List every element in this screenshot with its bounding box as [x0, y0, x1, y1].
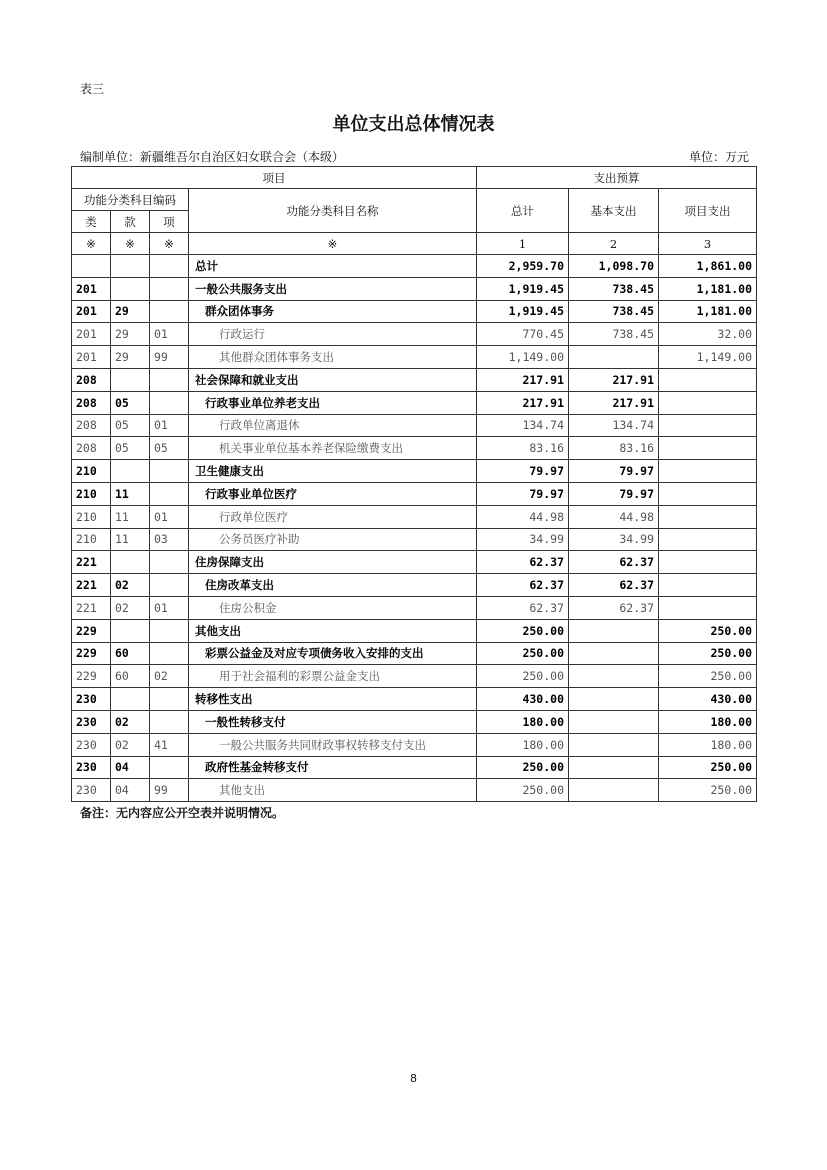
cell-name: 行政单位医疗: [189, 505, 477, 528]
cell-name: 其他支出: [189, 779, 477, 802]
cell-basic: [569, 733, 659, 756]
cell-kuan: [111, 688, 150, 711]
cell-name: 政府性基金转移支付: [189, 756, 477, 779]
cell-name: 住房公积金: [189, 596, 477, 619]
cell-kuan: [111, 551, 150, 574]
cell-xiang: 41: [150, 733, 189, 756]
cell-project: [659, 368, 757, 391]
cell-basic: 62.37: [569, 596, 659, 619]
cell-project: [659, 528, 757, 551]
cell-project: [659, 460, 757, 483]
cell-name: 行政事业单位养老支出: [189, 391, 477, 414]
cell-basic: 79.97: [569, 482, 659, 505]
cell-name: 机关事业单位基本养老保险缴费支出: [189, 437, 477, 460]
cell-kuan: 29: [111, 300, 150, 323]
cell-name: 总计: [189, 255, 477, 278]
cell-project: [659, 551, 757, 574]
mark-name: ※: [189, 233, 477, 255]
cell-xiang: [150, 368, 189, 391]
cell-lei: 229: [72, 619, 111, 642]
table-row: [72, 574, 757, 597]
cell-name: 卫生健康支出: [189, 460, 477, 483]
cell-project: [659, 437, 757, 460]
cell-total: 79.97: [477, 460, 569, 483]
cell-lei: 229: [72, 642, 111, 665]
cell-lei: 208: [72, 368, 111, 391]
cell-basic: 738.45: [569, 300, 659, 323]
cell-name: 公务员医疗补助: [189, 528, 477, 551]
cell-xiang: [150, 391, 189, 414]
cell-name: 一般公共服务支出: [189, 277, 477, 300]
col-index-1: 1: [477, 233, 569, 255]
cell-total: 217.91: [477, 368, 569, 391]
table-row: [72, 619, 757, 642]
cell-basic: 79.97: [569, 460, 659, 483]
table-row: [72, 505, 757, 528]
cell-kuan: 04: [111, 779, 150, 802]
cell-basic: [569, 688, 659, 711]
cell-lei: 201: [72, 323, 111, 346]
cell-basic: [569, 619, 659, 642]
expenditure-table: [71, 166, 757, 802]
mark-lei: ※: [72, 233, 111, 255]
cell-kuan: [111, 619, 150, 642]
table-row: [72, 551, 757, 574]
cell-kuan: [111, 255, 150, 278]
cell-total: 1,919.45: [477, 277, 569, 300]
cell-xiang: 02: [150, 665, 189, 688]
cell-total: 34.99: [477, 528, 569, 551]
cell-name: 行政事业单位医疗: [189, 482, 477, 505]
cell-basic: 83.16: [569, 437, 659, 460]
cell-project: [659, 482, 757, 505]
cell-name: 行政运行: [189, 323, 477, 346]
cell-total: 250.00: [477, 619, 569, 642]
cell-kuan: 02: [111, 733, 150, 756]
table-row: [72, 642, 757, 665]
table-number-label: 表三: [80, 82, 105, 96]
cell-xiang: [150, 255, 189, 278]
cell-project: 430.00: [659, 688, 757, 711]
table-row: [72, 414, 757, 437]
cell-basic: 1,098.70: [569, 255, 659, 278]
cell-name: 行政单位离退休: [189, 414, 477, 437]
cell-lei: 230: [72, 710, 111, 733]
header-code-group: 功能分类科目编码: [72, 189, 189, 211]
cell-kuan: [111, 368, 150, 391]
cell-xiang: [150, 551, 189, 574]
cell-total: 180.00: [477, 733, 569, 756]
cell-basic: 217.91: [569, 391, 659, 414]
col-index-2: 2: [569, 233, 659, 255]
cell-xiang: 03: [150, 528, 189, 551]
cell-lei: 208: [72, 391, 111, 414]
cell-kuan: 29: [111, 323, 150, 346]
cell-name: 其他群众团体事务支出: [189, 346, 477, 369]
cell-lei: 230: [72, 756, 111, 779]
cell-total: 1,149.00: [477, 346, 569, 369]
cell-project: 250.00: [659, 665, 757, 688]
header-name: 功能分类科目名称: [189, 189, 477, 233]
header-total: 总计: [477, 189, 569, 233]
cell-kuan: 29: [111, 346, 150, 369]
header-project-expenditure: 项目支出: [659, 189, 757, 233]
cell-total: 250.00: [477, 642, 569, 665]
cell-xiang: [150, 688, 189, 711]
col-index-3: 3: [659, 233, 757, 255]
cell-kuan: 05: [111, 414, 150, 437]
cell-total: 83.16: [477, 437, 569, 460]
cell-basic: 134.74: [569, 414, 659, 437]
cell-project: 1,149.00: [659, 346, 757, 369]
cell-total: 217.91: [477, 391, 569, 414]
cell-xiang: [150, 300, 189, 323]
cell-basic: [569, 779, 659, 802]
cell-project: [659, 414, 757, 437]
cell-total: 180.00: [477, 710, 569, 733]
cell-total: 62.37: [477, 596, 569, 619]
cell-lei: 208: [72, 437, 111, 460]
cell-basic: 738.45: [569, 323, 659, 346]
cell-kuan: [111, 277, 150, 300]
cell-basic: 62.37: [569, 551, 659, 574]
cell-lei: 208: [72, 414, 111, 437]
cell-kuan: 11: [111, 528, 150, 551]
cell-project: 1,181.00: [659, 277, 757, 300]
cell-lei: 221: [72, 596, 111, 619]
table-row: [72, 688, 757, 711]
cell-total: 44.98: [477, 505, 569, 528]
table-row: [72, 733, 757, 756]
table-row: [72, 528, 757, 551]
table-row: [72, 368, 757, 391]
cell-total: 250.00: [477, 756, 569, 779]
cell-lei: 230: [72, 733, 111, 756]
cell-total: 770.45: [477, 323, 569, 346]
cell-lei: 210: [72, 505, 111, 528]
table-row: [72, 596, 757, 619]
table-row: [72, 482, 757, 505]
cell-lei: [72, 255, 111, 278]
page-title: 单位支出总体情况表: [332, 114, 495, 135]
cell-total: 62.37: [477, 574, 569, 597]
cell-total: 1,919.45: [477, 300, 569, 323]
header-lei: 类: [72, 211, 111, 233]
table-row: [72, 255, 757, 278]
cell-xiang: [150, 710, 189, 733]
cell-kuan: 02: [111, 710, 150, 733]
header-kuan: 款: [111, 211, 150, 233]
cell-project: 250.00: [659, 756, 757, 779]
cell-kuan: 05: [111, 437, 150, 460]
cell-basic: 738.45: [569, 277, 659, 300]
cell-xiang: [150, 460, 189, 483]
cell-project: 1,181.00: [659, 300, 757, 323]
cell-name: 住房保障支出: [189, 551, 477, 574]
cell-total: 250.00: [477, 665, 569, 688]
cell-project: 250.00: [659, 642, 757, 665]
cell-lei: 210: [72, 482, 111, 505]
cell-basic: 44.98: [569, 505, 659, 528]
cell-xiang: 01: [150, 323, 189, 346]
cell-basic: [569, 756, 659, 779]
table-row: [72, 710, 757, 733]
cell-lei: 201: [72, 346, 111, 369]
cell-total: 250.00: [477, 779, 569, 802]
cell-lei: 229: [72, 665, 111, 688]
cell-project: 1,861.00: [659, 255, 757, 278]
cell-basic: 34.99: [569, 528, 659, 551]
cell-total: 134.74: [477, 414, 569, 437]
cell-project: [659, 596, 757, 619]
table-row: [72, 277, 757, 300]
cell-name: 一般公共服务共同财政事权转移支付支出: [189, 733, 477, 756]
cell-total: 62.37: [477, 551, 569, 574]
table-row: [72, 346, 757, 369]
cell-xiang: 99: [150, 779, 189, 802]
table-row: [72, 460, 757, 483]
cell-kuan: 02: [111, 596, 150, 619]
cell-xiang: [150, 574, 189, 597]
currency-unit: 单位：万元: [688, 150, 749, 164]
cell-basic: [569, 665, 659, 688]
cell-total: 430.00: [477, 688, 569, 711]
cell-project: 250.00: [659, 779, 757, 802]
cell-kuan: 11: [111, 482, 150, 505]
cell-kuan: 05: [111, 391, 150, 414]
cell-lei: 230: [72, 688, 111, 711]
cell-xiang: [150, 756, 189, 779]
cell-lei: 201: [72, 277, 111, 300]
header-project: 项目: [72, 167, 477, 189]
cell-lei: 230: [72, 779, 111, 802]
cell-xiang: 01: [150, 596, 189, 619]
cell-kuan: 60: [111, 642, 150, 665]
compiling-unit: 编制单位：新疆维吾尔自治区妇女联合会（本级）: [80, 150, 345, 164]
page-number: 8: [410, 1072, 417, 1085]
table-row: [72, 300, 757, 323]
cell-project: 32.00: [659, 323, 757, 346]
cell-xiang: [150, 482, 189, 505]
header-budget: 支出预算: [477, 167, 757, 189]
cell-lei: 210: [72, 460, 111, 483]
cell-total: 79.97: [477, 482, 569, 505]
table-row: [72, 665, 757, 688]
cell-xiang: 01: [150, 505, 189, 528]
cell-lei: 221: [72, 551, 111, 574]
table-row: [72, 437, 757, 460]
cell-project: 250.00: [659, 619, 757, 642]
mark-xiang: ※: [150, 233, 189, 255]
cell-kuan: 11: [111, 505, 150, 528]
cell-name: 一般性转移支付: [189, 710, 477, 733]
table-row: [72, 391, 757, 414]
cell-xiang: [150, 619, 189, 642]
table-row: [72, 756, 757, 779]
cell-project: [659, 505, 757, 528]
cell-basic: [569, 346, 659, 369]
cell-name: 社会保障和就业支出: [189, 368, 477, 391]
cell-total: 2,959.70: [477, 255, 569, 278]
table-row: [72, 323, 757, 346]
cell-xiang: 01: [150, 414, 189, 437]
cell-lei: 221: [72, 574, 111, 597]
cell-kuan: [111, 460, 150, 483]
cell-kuan: 04: [111, 756, 150, 779]
header-xiang: 项: [150, 211, 189, 233]
table-row: [72, 779, 757, 802]
footnote: 备注：无内容应公开空表并说明情况。: [80, 806, 285, 820]
cell-kuan: 60: [111, 665, 150, 688]
cell-lei: 201: [72, 300, 111, 323]
cell-basic: [569, 710, 659, 733]
mark-kuan: ※: [111, 233, 150, 255]
cell-basic: 217.91: [569, 368, 659, 391]
cell-project: [659, 574, 757, 597]
cell-xiang: [150, 277, 189, 300]
header-basic: 基本支出: [569, 189, 659, 233]
cell-name: 转移性支出: [189, 688, 477, 711]
cell-name: 住房改革支出: [189, 574, 477, 597]
cell-xiang: 99: [150, 346, 189, 369]
cell-xiang: [150, 642, 189, 665]
cell-name: 用于社会福利的彩票公益金支出: [189, 665, 477, 688]
cell-project: 180.00: [659, 733, 757, 756]
cell-project: 180.00: [659, 710, 757, 733]
cell-name: 彩票公益金及对应专项债务收入安排的支出: [189, 642, 477, 665]
cell-basic: 62.37: [569, 574, 659, 597]
cell-lei: 210: [72, 528, 111, 551]
cell-name: 群众团体事务: [189, 300, 477, 323]
cell-name: 其他支出: [189, 619, 477, 642]
cell-basic: [569, 642, 659, 665]
cell-kuan: 02: [111, 574, 150, 597]
cell-xiang: 05: [150, 437, 189, 460]
cell-project: [659, 391, 757, 414]
